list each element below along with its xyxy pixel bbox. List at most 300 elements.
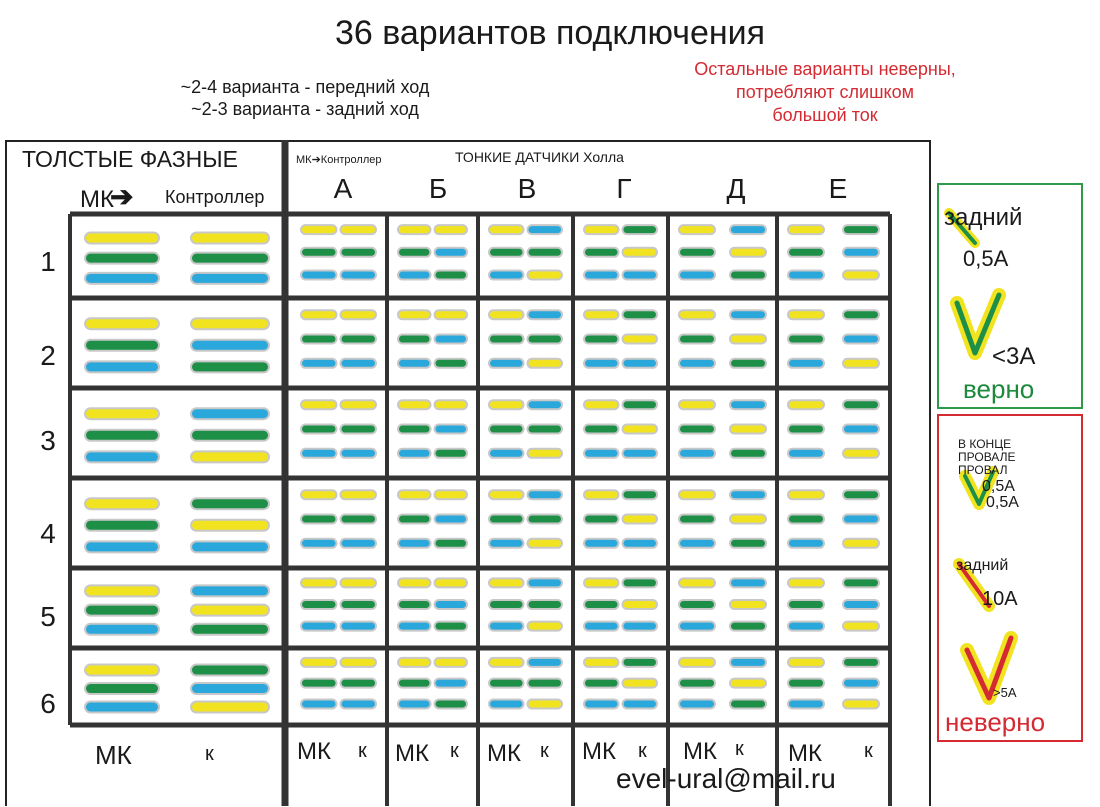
hall-wire-mk	[789, 516, 823, 523]
hall-wire-mk	[680, 450, 714, 457]
legend-correct-verdict: верно	[963, 374, 1035, 404]
hall-wire-mk	[789, 271, 823, 278]
hall-wire-k	[529, 271, 562, 278]
hall-wire-mk	[585, 249, 618, 256]
hall-wire-mk	[680, 540, 714, 547]
hall-wire-k	[624, 360, 657, 367]
hall-wire-k	[624, 450, 657, 457]
hall-wire-k	[624, 540, 657, 547]
footer-k-a: к	[358, 740, 367, 762]
hall-wire-k	[731, 623, 765, 630]
phase-wire-mk	[86, 341, 158, 350]
hall-wire-mk	[399, 271, 430, 278]
phase-wire-k	[192, 666, 268, 675]
hall-wire-k	[731, 401, 765, 408]
hall-wire-k	[844, 249, 878, 256]
hall-wire-k	[529, 311, 562, 318]
column-header-e: Е	[828, 173, 848, 204]
column-header-d: Д	[726, 173, 746, 204]
row-number-2: 2	[40, 340, 56, 371]
phase-wire-k	[192, 684, 268, 693]
hall-wire-k	[624, 680, 657, 687]
hall-wire-mk	[302, 271, 336, 278]
hall-wire-mk	[585, 700, 618, 707]
hall-wire-mk	[399, 426, 430, 433]
phase-wire-mk	[86, 234, 158, 243]
phase-wire-mk	[86, 542, 158, 551]
hall-wire-mk	[789, 601, 823, 608]
hall-wire-mk	[399, 401, 430, 408]
hall-wire-k	[731, 491, 765, 498]
hall-wire-k	[342, 491, 376, 498]
footer-mk-e: МК	[788, 740, 822, 767]
hall-wire-mk	[399, 579, 430, 586]
hall-wire-mk	[680, 601, 714, 608]
legend-ok-value2: <3А	[992, 343, 1036, 370]
row-number-3: 3	[40, 425, 56, 456]
column-header-g: Г	[616, 173, 632, 204]
hall-wire-k	[731, 450, 765, 457]
phase-wire-mk	[86, 703, 158, 712]
hall-wire-mk	[302, 311, 336, 318]
hall-wire-k	[529, 249, 562, 256]
hall-wire-mk	[302, 540, 336, 547]
hall-wire-mk	[680, 680, 714, 687]
hall-wire-k	[844, 579, 878, 586]
footer-k-thick: к	[205, 743, 214, 765]
hall-wire-k	[342, 579, 376, 586]
column-header-b: Б	[428, 173, 448, 204]
phase-wire-k	[192, 431, 268, 440]
note-forward: ~2-4 варианта - передний ход	[180, 77, 430, 97]
hall-wire-mk	[399, 249, 430, 256]
hall-wire-mk	[302, 680, 336, 687]
hall-wire-k	[844, 601, 878, 608]
hall-wire-mk	[490, 516, 523, 523]
footer-k-d: к	[735, 738, 744, 760]
hall-sensors-title: ТОНКИЕ ДАТЧИКИ Холла	[455, 149, 624, 165]
column-header-a: А	[333, 173, 353, 204]
hall-wire-k	[731, 360, 765, 367]
hall-wire-k	[844, 623, 878, 630]
hall-wire-mk	[490, 450, 523, 457]
hall-wire-k	[624, 623, 657, 630]
footer-mk-g: МК	[582, 738, 616, 765]
hall-wire-mk	[680, 623, 714, 630]
hall-wire-k	[342, 680, 376, 687]
hall-wire-k	[342, 249, 376, 256]
hall-wire-k	[529, 579, 562, 586]
hall-wire-k	[529, 601, 562, 608]
hall-wire-mk	[585, 659, 618, 666]
hall-wire-mk	[490, 601, 523, 608]
hall-wire-mk	[789, 579, 823, 586]
hall-wire-mk	[490, 360, 523, 367]
phase-wire-k	[192, 319, 268, 328]
hall-wire-k	[731, 659, 765, 666]
hall-wire-mk	[585, 226, 618, 233]
phase-wire-mk	[86, 499, 158, 508]
hall-wire-k	[342, 450, 376, 457]
hall-wire-k	[342, 271, 376, 278]
phase-wire-mk	[86, 684, 158, 693]
hall-wire-mk	[680, 271, 714, 278]
hall-wire-k	[844, 540, 878, 547]
hall-wire-mk	[680, 360, 714, 367]
hall-wire-k	[529, 491, 562, 498]
hall-wire-k	[436, 226, 467, 233]
hall-wire-k	[436, 360, 467, 367]
hall-wire-mk	[399, 491, 430, 498]
hall-wire-k	[624, 659, 657, 666]
phase-wire-k	[192, 409, 268, 418]
hall-wire-k	[529, 426, 562, 433]
legend-bad-label2: задний	[956, 557, 1009, 574]
hall-wire-mk	[789, 491, 823, 498]
note-wrong-2: потребляют слишком	[736, 82, 914, 102]
hall-wire-mk	[490, 623, 523, 630]
phase-wire-mk	[86, 319, 158, 328]
hall-wire-mk	[490, 271, 523, 278]
hall-wire-k	[342, 623, 376, 630]
hall-wire-k	[844, 426, 878, 433]
footer-k-v: к	[540, 740, 549, 762]
hall-wire-k	[529, 540, 562, 547]
hall-wire-k	[624, 700, 657, 707]
hall-wire-k	[731, 601, 765, 608]
hall-wire-mk	[302, 601, 336, 608]
hall-wire-k	[844, 271, 878, 278]
hall-wire-k	[844, 450, 878, 457]
hall-wire-k	[624, 426, 657, 433]
hall-wire-k	[624, 516, 657, 523]
hall-wire-k	[529, 700, 562, 707]
hall-wire-k	[731, 540, 765, 547]
hall-wire-k	[342, 601, 376, 608]
hall-wire-k	[529, 360, 562, 367]
phase-wire-k	[192, 362, 268, 371]
legend-bad-text	[958, 438, 1015, 477]
hall-wire-k	[731, 426, 765, 433]
phase-wire-mk	[86, 625, 158, 634]
hall-wire-k	[436, 311, 467, 318]
hall-wire-k	[529, 450, 562, 457]
hall-wire-k	[529, 336, 562, 343]
hall-wire-mk	[585, 601, 618, 608]
hall-wire-mk	[399, 450, 430, 457]
hall-wire-k	[844, 401, 878, 408]
hall-wire-k	[342, 659, 376, 666]
hall-wire-mk	[399, 540, 430, 547]
hall-wire-mk	[490, 311, 523, 318]
phase-wire-mk	[86, 362, 158, 371]
hall-wire-k	[436, 579, 467, 586]
hall-wire-mk	[789, 226, 823, 233]
phase-wire-mk	[86, 254, 158, 263]
legend-bad-line-2: ПРОВАЛЕ	[958, 450, 1016, 464]
hall-wire-mk	[585, 540, 618, 547]
hall-wire-mk	[789, 680, 823, 687]
hall-wire-k	[342, 401, 376, 408]
phase-wire-mk	[86, 274, 158, 283]
hall-wire-mk	[789, 311, 823, 318]
hall-wire-k	[731, 249, 765, 256]
hall-wire-k	[844, 360, 878, 367]
hall-wire-k	[342, 516, 376, 523]
hall-wire-mk	[585, 680, 618, 687]
phase-wire-k	[192, 341, 268, 350]
hall-wire-k	[436, 700, 467, 707]
hall-wire-mk	[399, 700, 430, 707]
hall-wire-mk	[789, 623, 823, 630]
hall-wire-k	[342, 336, 376, 343]
hall-wire-mk	[680, 401, 714, 408]
hall-wire-mk	[490, 680, 523, 687]
hall-wire-mk	[399, 516, 430, 523]
hall-wire-mk	[789, 700, 823, 707]
phase-wire-mk	[86, 431, 158, 440]
footer-mk-d: МК	[683, 738, 717, 765]
phase-wire-k	[192, 606, 268, 615]
hall-wire-mk	[302, 516, 336, 523]
hall-wire-mk	[680, 426, 714, 433]
phase-wire-k	[192, 521, 268, 530]
hall-wire-mk	[399, 680, 430, 687]
row-number-1: 1	[40, 246, 56, 277]
hall-wire-mk	[490, 579, 523, 586]
hall-wire-mk	[680, 249, 714, 256]
hall-wire-mk	[302, 491, 336, 498]
hall-wire-k	[436, 659, 467, 666]
hall-wire-k	[844, 680, 878, 687]
legend-bad-line-3: ПРОВАЛ	[958, 463, 1008, 477]
hall-wire-mk	[399, 623, 430, 630]
hall-wire-mk	[302, 659, 336, 666]
hall-wire-k	[624, 311, 657, 318]
phase-wire-k	[192, 274, 268, 283]
phase-wire-k	[192, 625, 268, 634]
hall-wire-mk	[585, 491, 618, 498]
thick-mk-label: МК	[80, 186, 114, 213]
phase-wire-mk	[86, 521, 158, 530]
legend-bad-value1b: 0,5А	[986, 494, 1019, 511]
phase-wire-k	[192, 586, 268, 595]
hall-wire-k	[731, 579, 765, 586]
hall-wire-mk	[585, 360, 618, 367]
hall-wire-mk	[789, 450, 823, 457]
hall-wire-mk	[302, 401, 336, 408]
hall-wire-k	[342, 540, 376, 547]
hall-wire-k	[436, 601, 467, 608]
hall-wire-k	[342, 700, 376, 707]
hall-wire-mk	[680, 516, 714, 523]
hall-wire-mk	[680, 311, 714, 318]
legend-wrong-verdict: неверно	[945, 707, 1046, 737]
hall-wire-k	[436, 540, 467, 547]
hall-wire-mk	[399, 336, 430, 343]
hall-wire-mk	[789, 336, 823, 343]
hall-wire-mk	[585, 623, 618, 630]
phase-wire-k	[192, 234, 268, 243]
hall-wire-k	[731, 516, 765, 523]
legend-bad-line-1: В КОНЦЕ	[958, 437, 1012, 451]
hall-wire-mk	[680, 700, 714, 707]
hall-wire-mk	[789, 249, 823, 256]
hall-wire-k	[529, 623, 562, 630]
hall-wire-mk	[490, 426, 523, 433]
email-link[interactable]: evel-ural@mail.ru	[616, 763, 836, 794]
hall-wire-mk	[789, 540, 823, 547]
note-wrong-3: большой ток	[772, 105, 878, 125]
hall-wire-mk	[490, 540, 523, 547]
hall-wire-mk	[302, 450, 336, 457]
hall-wire-mk	[789, 426, 823, 433]
hall-wire-k	[529, 516, 562, 523]
hall-wire-k	[731, 336, 765, 343]
hall-wire-mk	[399, 311, 430, 318]
hall-wire-mk	[490, 336, 523, 343]
legend-ok-label: задний	[944, 204, 1023, 231]
hall-wire-mk	[585, 311, 618, 318]
footer-mk-b: МК	[395, 740, 429, 767]
hall-wire-mk	[302, 579, 336, 586]
hall-wire-mk	[302, 226, 336, 233]
hall-wire-mk	[399, 226, 430, 233]
footer-mk-a: МК	[297, 738, 331, 765]
hall-wire-mk	[490, 249, 523, 256]
hall-wire-mk	[789, 659, 823, 666]
hall-wire-k	[844, 516, 878, 523]
hall-wire-k	[436, 450, 467, 457]
hall-wire-k	[342, 426, 376, 433]
hall-wire-k	[436, 426, 467, 433]
hall-wire-k	[436, 336, 467, 343]
hall-wire-k	[436, 271, 467, 278]
hall-wire-mk	[789, 401, 823, 408]
phase-wire-k	[192, 452, 268, 461]
hall-wire-mk	[490, 700, 523, 707]
hall-wire-mk	[680, 491, 714, 498]
arrow-icon: ➔	[110, 181, 134, 212]
page-title: 36 вариантов подключения	[334, 14, 766, 52]
hall-wire-mk	[490, 659, 523, 666]
phase-wire-mk	[86, 666, 158, 675]
hall-wire-k	[624, 601, 657, 608]
thick-controller-label: Контроллер	[165, 187, 265, 207]
hall-wire-k	[436, 680, 467, 687]
hall-wire-mk	[585, 401, 618, 408]
hall-wire-k	[529, 401, 562, 408]
legend-bad-value2: 10А	[982, 588, 1018, 610]
row-number-6: 6	[40, 688, 56, 719]
row-number-4: 4	[40, 518, 56, 549]
hall-wire-k	[624, 249, 657, 256]
hall-wire-mk	[585, 450, 618, 457]
hall-wire-mk	[302, 249, 336, 256]
phase-wire-mk	[86, 452, 158, 461]
hall-wire-k	[342, 311, 376, 318]
hall-wire-k	[844, 311, 878, 318]
legend-bad-value1: 0,5А	[982, 478, 1015, 495]
phase-wire-mk	[86, 586, 158, 595]
phase-wire-k	[192, 499, 268, 508]
hall-wire-mk	[585, 336, 618, 343]
footer-mk-v: МК	[487, 740, 521, 767]
hall-wire-mk	[680, 226, 714, 233]
legend-bad-value3: >5А	[993, 685, 1017, 700]
footer-k-g: к	[638, 740, 647, 762]
hall-wire-k	[624, 336, 657, 343]
hall-wire-k	[436, 491, 467, 498]
row-number-5: 5	[40, 601, 56, 632]
hall-wire-k	[844, 700, 878, 707]
hall-wire-k	[436, 249, 467, 256]
hall-wire-k	[731, 680, 765, 687]
hall-wire-k	[624, 271, 657, 278]
hall-wire-k	[731, 271, 765, 278]
hall-wire-mk	[490, 226, 523, 233]
hall-wire-k	[844, 336, 878, 343]
thick-phase-title: ТОЛСТЫЕ ФАЗНЫЕ	[22, 146, 238, 172]
hall-wire-mk	[585, 516, 618, 523]
hall-wire-k	[731, 311, 765, 318]
hall-wire-mk	[302, 360, 336, 367]
hall-wire-k	[624, 226, 657, 233]
phase-wire-mk	[86, 606, 158, 615]
phase-wire-mk	[86, 409, 158, 418]
hall-wire-k	[342, 360, 376, 367]
phase-wire-k	[192, 254, 268, 263]
hall-wire-mk	[302, 426, 336, 433]
hall-wire-mk	[585, 426, 618, 433]
hall-wire-k	[844, 226, 878, 233]
hall-wire-k	[529, 659, 562, 666]
phase-wire-k	[192, 703, 268, 712]
hall-wire-mk	[585, 271, 618, 278]
hall-wire-mk	[789, 360, 823, 367]
hall-wire-k	[436, 623, 467, 630]
hall-wire-k	[529, 680, 562, 687]
hall-wire-mk	[302, 623, 336, 630]
hall-wire-mk	[680, 659, 714, 666]
hall-wire-mk	[399, 659, 430, 666]
hall-wire-k	[436, 516, 467, 523]
hall-wire-mk	[302, 700, 336, 707]
hall-wire-k	[342, 226, 376, 233]
hall-wire-mk	[680, 579, 714, 586]
note-reverse: ~2-3 варианта - задний ход	[191, 99, 419, 119]
footer-mk-thick: МК	[95, 740, 132, 770]
hall-wire-k	[844, 659, 878, 666]
hall-wire-mk	[399, 360, 430, 367]
hall-wire-mk	[490, 491, 523, 498]
hall-wire-k	[624, 491, 657, 498]
footer-k-b: к	[450, 740, 459, 762]
hall-wire-k	[529, 226, 562, 233]
hall-wire-mk	[302, 336, 336, 343]
hall-wire-mk	[680, 336, 714, 343]
column-header-v: В	[517, 173, 537, 204]
hall-wire-k	[624, 579, 657, 586]
hall-wire-k	[731, 226, 765, 233]
legend-ok-value1: 0,5А	[963, 246, 1009, 271]
hall-wire-k	[731, 700, 765, 707]
footer-k-e: к	[864, 740, 873, 762]
hall-wire-mk	[585, 579, 618, 586]
phase-wire-k	[192, 542, 268, 551]
hall-wire-k	[624, 401, 657, 408]
thin-mk-controller-label: МК➔Контроллер	[296, 154, 382, 166]
